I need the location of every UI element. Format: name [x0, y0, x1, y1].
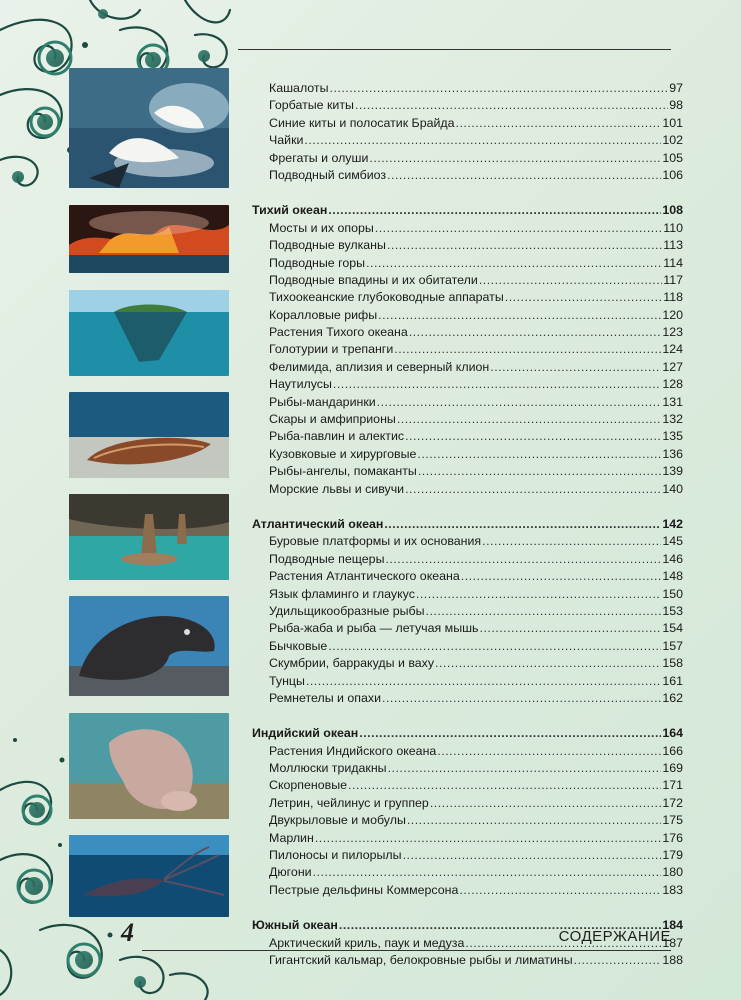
toc-entry[interactable]: Фрегаты и олуши ..... 105	[252, 150, 683, 167]
top-rule	[238, 49, 671, 50]
toc-section-pacific	[252, 202, 683, 498]
toc-entry[interactable]: Язык фламинго и глаукус ..... 150	[252, 586, 683, 603]
toc-section-heading[interactable]: Индийский океан ..... 164	[252, 725, 683, 742]
toc-entry[interactable]: Пилоносы и пилорылы ..... 179	[252, 847, 683, 864]
photo-squid	[69, 835, 229, 917]
toc-entry[interactable]: Моллюски тридакны ..... 169	[252, 760, 683, 777]
toc-entry[interactable]: Чайки ..... 102	[252, 132, 683, 149]
toc-entry[interactable]: Коралловые рифы ..... 120	[252, 307, 683, 324]
toc-entry[interactable]: Дюгони ..... 180	[252, 864, 683, 881]
toc-entry[interactable]: Ремнетелы и опахи ..... 162	[252, 690, 683, 707]
toc-entry[interactable]: Подводный симбиоз ..... 106	[252, 167, 683, 184]
table-of-contents	[252, 80, 683, 969]
toc-entry[interactable]: Растения Атлантического океана ..... 148	[252, 568, 683, 585]
toc-entry[interactable]: Подводные пещеры ..... 146	[252, 551, 683, 568]
toc-section-indian	[252, 725, 683, 899]
toc-entry[interactable]: Синие киты и полосатик Брайда ..... 101	[252, 115, 683, 132]
toc-entry[interactable]: Тихоокеанские глубоководные аппараты ..... 118	[252, 289, 683, 306]
toc-entry[interactable]: Голотурии и трепанги ..... 124	[252, 341, 683, 358]
toc-entry[interactable]: Наутилусы ..... 128	[252, 376, 683, 393]
toc-entry[interactable]: Гигантский кальмар, белокровные рыбы и лиматины ..... 188	[252, 952, 683, 969]
toc-entry[interactable]: Скары и амфиприоны ..... 132	[252, 411, 683, 428]
photo-dugong	[69, 713, 229, 819]
photo-island	[69, 290, 229, 376]
toc-entry[interactable]: Рыба-павлин и алектис ..... 135	[252, 428, 683, 445]
toc-entry[interactable]: Рыбы-ангелы, помаканты ..... 139	[252, 463, 683, 480]
toc-section-continuation	[252, 80, 683, 184]
toc-entry[interactable]: Скумбрии, барракуды и ваху ..... 158	[252, 655, 683, 672]
toc-entry[interactable]: Скорпеновые ..... 171	[252, 777, 683, 794]
toc-section-atlantic	[252, 516, 683, 707]
toc-entry[interactable]: Тунцы ..... 161	[252, 673, 683, 690]
toc-entry[interactable]: Подводные впадины и их обитатели ..... 117	[252, 272, 683, 289]
toc-entry[interactable]: Мосты и их опоры ..... 110	[252, 220, 683, 237]
toc-entry[interactable]: Подводные горы ..... 114	[252, 255, 683, 272]
toc-entry[interactable]: Удильщикообразные рыбы ..... 153	[252, 603, 683, 620]
toc-entry[interactable]: Летрин, чейлинус и группер ..... 172	[252, 795, 683, 812]
toc-entry[interactable]: Кузовковые и хирурговые ..... 136	[252, 446, 683, 463]
toc-entry[interactable]: Арктический криль, паук и медуза ..... 187	[252, 935, 683, 952]
photo-cave	[69, 494, 229, 580]
toc-entry[interactable]: Морские львы и сивучи ..... 140	[252, 481, 683, 498]
toc-entry[interactable]: Рыба-жаба и рыба — летучая мышь ..... 154	[252, 620, 683, 637]
photo-sea-cucumber	[69, 392, 229, 478]
toc-entry[interactable]: Кашалоты ..... 97	[252, 80, 683, 97]
page-number: 4	[121, 918, 134, 947]
toc-entry[interactable]: Марлин ..... 176	[252, 830, 683, 847]
toc-entry[interactable]: Рыбы-мандаринки ..... 131	[252, 394, 683, 411]
toc-section-heading[interactable]: Тихий океан ..... 108	[252, 202, 683, 219]
toc-section-heading[interactable]: Атлантический океан ..... 142	[252, 516, 683, 533]
bottom-rule	[142, 950, 671, 951]
toc-entry[interactable]: Растения Индийского океана ..... 166	[252, 743, 683, 760]
toc-section-heading[interactable]: Южный океан ..... 184	[252, 917, 683, 934]
toc-entry[interactable]: Буровые платформы и их основания ..... 145	[252, 533, 683, 550]
toc-entry[interactable]: Горбатые киты ..... 98	[252, 97, 683, 114]
toc-entry[interactable]: Подводные вулканы ..... 113	[252, 237, 683, 254]
toc-entry[interactable]: Пестрые дельфины Коммерсона ..... 183	[252, 882, 683, 899]
toc-entry[interactable]: Растения Тихого океана ..... 123	[252, 324, 683, 341]
toc-entry[interactable]: Фелимида, аплизия и северный клион ..... 127	[252, 359, 683, 376]
photo-lava	[69, 205, 229, 273]
photo-sea-lion	[69, 596, 229, 696]
toc-entry[interactable]: Двукрыловые и мобулы ..... 175	[252, 812, 683, 829]
toc-entry[interactable]: Бычковые ..... 157	[252, 638, 683, 655]
photo-gannets	[69, 68, 229, 188]
running-head: СОДЕРЖАНИЕ	[558, 928, 671, 945]
